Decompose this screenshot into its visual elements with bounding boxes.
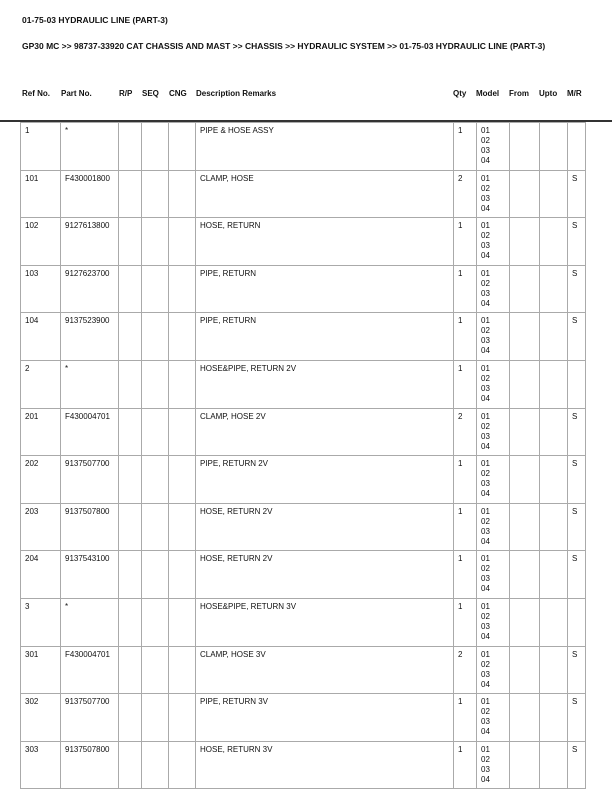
col-desc: Description Remarks <box>196 89 277 98</box>
model-code: 03 <box>481 336 490 346</box>
model-code: 02 <box>481 278 490 288</box>
description: PIPE, RETURN <box>196 313 454 361</box>
mr: S <box>568 170 586 218</box>
seq-cell <box>142 694 169 742</box>
col-rp: R/P <box>119 89 133 98</box>
model-code: 02 <box>481 564 490 574</box>
part-no: F430001800 <box>61 170 119 218</box>
upto-cell <box>540 646 568 694</box>
from-cell <box>510 123 540 171</box>
mr: S <box>568 313 586 361</box>
mr: S <box>568 265 586 313</box>
upto-cell <box>540 408 568 456</box>
description: PIPE, RETURN <box>196 265 454 313</box>
qty: 1 <box>454 456 477 504</box>
cng-cell <box>169 456 196 504</box>
ref-no: 102 <box>21 218 61 266</box>
description: HOSE, RETURN 3V <box>196 741 454 789</box>
description: HOSE&PIPE, RETURN 3V <box>196 598 454 646</box>
cng-cell <box>169 170 196 218</box>
qty: 1 <box>454 360 477 408</box>
model-code: 02 <box>481 707 490 717</box>
model-code: 01 <box>481 126 490 135</box>
model-code: 02 <box>481 611 490 621</box>
model-code: 02 <box>481 373 490 383</box>
model-code: 03 <box>481 146 490 155</box>
table-header <box>0 89 612 99</box>
from-cell <box>510 456 540 504</box>
model-code: 02 <box>481 421 490 431</box>
model-code: 04 <box>481 251 490 261</box>
table-row <box>21 360 586 408</box>
models <box>477 646 510 694</box>
seq-cell <box>142 265 169 313</box>
qty: 1 <box>454 598 477 646</box>
parts-table <box>20 122 586 789</box>
cng-cell <box>169 408 196 456</box>
part-no: 9137507700 <box>61 456 119 504</box>
description: HOSE, RETURN 2V <box>196 503 454 551</box>
part-no: 9137543100 <box>61 551 119 599</box>
rp-cell <box>119 408 142 456</box>
col-from: From <box>509 89 529 98</box>
models <box>477 360 510 408</box>
cng-cell <box>169 360 196 408</box>
ref-no: 101 <box>21 170 61 218</box>
model-code: 04 <box>481 346 490 356</box>
from-cell <box>510 598 540 646</box>
models <box>477 218 510 266</box>
rp-cell <box>119 598 142 646</box>
table-row <box>21 456 586 504</box>
model-code: 04 <box>481 156 490 165</box>
table-row <box>21 503 586 551</box>
description: CLAMP, HOSE 3V <box>196 646 454 694</box>
model-code: 03 <box>481 288 490 298</box>
from-cell <box>510 646 540 694</box>
qty: 1 <box>454 551 477 599</box>
mr: S <box>568 503 586 551</box>
cng-cell <box>169 313 196 361</box>
seq-cell <box>142 503 169 551</box>
table-row <box>21 123 586 171</box>
model-code: 03 <box>481 621 490 631</box>
upto-cell <box>540 360 568 408</box>
model-code: 02 <box>481 326 490 336</box>
model-code: 03 <box>481 669 490 679</box>
qty: 1 <box>454 265 477 313</box>
models <box>477 456 510 504</box>
part-no: F430004701 <box>61 646 119 694</box>
model-code: 01 <box>481 173 490 183</box>
seq-cell <box>142 598 169 646</box>
qty: 2 <box>454 408 477 456</box>
description: HOSE&PIPE, RETURN 2V <box>196 360 454 408</box>
model-code: 01 <box>481 649 490 659</box>
ref-no: 301 <box>21 646 61 694</box>
upto-cell <box>540 170 568 218</box>
col-part: Part No. <box>61 89 92 98</box>
model-code: 03 <box>481 431 490 441</box>
col-cng: CNG <box>169 89 187 98</box>
part-no: F430004701 <box>61 408 119 456</box>
models <box>477 313 510 361</box>
model-code: 04 <box>481 584 490 594</box>
col-mr: M/R <box>567 89 582 98</box>
models <box>477 551 510 599</box>
cng-cell <box>169 646 196 694</box>
model-code: 04 <box>481 536 490 546</box>
qty: 1 <box>454 123 477 171</box>
model-code: 01 <box>481 554 490 564</box>
upto-cell <box>540 598 568 646</box>
from-cell <box>510 170 540 218</box>
upto-cell <box>540 456 568 504</box>
ref-no: 302 <box>21 694 61 742</box>
models <box>477 123 510 171</box>
table-row <box>21 408 586 456</box>
rp-cell <box>119 265 142 313</box>
model-code: 03 <box>481 193 490 203</box>
model-code: 04 <box>481 441 490 451</box>
from-cell <box>510 313 540 361</box>
models <box>477 408 510 456</box>
rp-cell <box>119 503 142 551</box>
model-code: 03 <box>481 764 490 774</box>
qty: 2 <box>454 170 477 218</box>
ref-no: 201 <box>21 408 61 456</box>
model-code: 03 <box>481 526 490 536</box>
qty: 1 <box>454 218 477 266</box>
mr: S <box>568 408 586 456</box>
cng-cell <box>169 218 196 266</box>
model-code: 01 <box>481 316 490 326</box>
upto-cell <box>540 218 568 266</box>
table-row <box>21 313 586 361</box>
model-code: 01 <box>481 601 490 611</box>
model-code: 01 <box>481 363 490 373</box>
upto-cell <box>540 265 568 313</box>
table-row <box>21 218 586 266</box>
rp-cell <box>119 741 142 789</box>
seq-cell <box>142 123 169 171</box>
part-no: * <box>61 360 119 408</box>
mr <box>568 123 586 171</box>
seq-cell <box>142 456 169 504</box>
cng-cell <box>169 694 196 742</box>
from-cell <box>510 551 540 599</box>
rp-cell <box>119 456 142 504</box>
col-model: Model <box>476 89 500 98</box>
rp-cell <box>119 218 142 266</box>
part-no: 9137507800 <box>61 741 119 789</box>
model-code: 01 <box>481 459 490 469</box>
model-code: 03 <box>481 574 490 584</box>
seq-cell <box>142 313 169 361</box>
seq-cell <box>142 408 169 456</box>
description: HOSE, RETURN 2V <box>196 551 454 599</box>
part-no: 9137523900 <box>61 313 119 361</box>
model-code: 03 <box>481 241 490 251</box>
model-code: 04 <box>481 727 490 737</box>
cng-cell <box>169 265 196 313</box>
seq-cell <box>142 218 169 266</box>
breadcrumb: GP30 MC >> 98737-33920 CAT CHASSIS AND MAST >> CHASSIS >> HYDRAULIC SYSTEM >> 01-75-03 HYDRAULIC LINE (PART-3) <box>22 41 546 51</box>
upto-cell <box>540 123 568 171</box>
upto-cell <box>540 551 568 599</box>
models <box>477 598 510 646</box>
from-cell <box>510 360 540 408</box>
cng-cell <box>169 123 196 171</box>
ref-no: 202 <box>21 456 61 504</box>
qty: 1 <box>454 694 477 742</box>
model-code: 04 <box>481 489 490 499</box>
model-code: 03 <box>481 479 490 489</box>
description: PIPE & HOSE ASSY <box>196 123 454 171</box>
model-code: 02 <box>481 231 490 241</box>
rp-cell <box>119 360 142 408</box>
seq-cell <box>142 741 169 789</box>
table-row <box>21 598 586 646</box>
ref-no: 303 <box>21 741 61 789</box>
models <box>477 741 510 789</box>
upto-cell <box>540 694 568 742</box>
col-qty: Qty <box>453 89 467 98</box>
rp-cell <box>119 123 142 171</box>
from-cell <box>510 408 540 456</box>
mr: S <box>568 694 586 742</box>
ref-no: 203 <box>21 503 61 551</box>
model-code: 03 <box>481 383 490 393</box>
qty: 1 <box>454 503 477 551</box>
rp-cell <box>119 313 142 361</box>
part-no: 9127623700 <box>61 265 119 313</box>
upto-cell <box>540 503 568 551</box>
part-no: 9137507800 <box>61 503 119 551</box>
from-cell <box>510 694 540 742</box>
ref-no: 1 <box>21 123 61 171</box>
model-code: 02 <box>481 136 490 145</box>
model-code: 02 <box>481 516 490 526</box>
model-code: 01 <box>481 221 490 231</box>
upto-cell <box>540 313 568 361</box>
part-no: 9127613800 <box>61 218 119 266</box>
cng-cell <box>169 551 196 599</box>
qty: 2 <box>454 646 477 694</box>
part-no: * <box>61 123 119 171</box>
mr <box>568 598 586 646</box>
model-code: 02 <box>481 659 490 669</box>
model-code: 04 <box>481 393 490 403</box>
models <box>477 265 510 313</box>
cng-cell <box>169 503 196 551</box>
upto-cell <box>540 741 568 789</box>
parts-table-container <box>20 122 585 784</box>
models <box>477 170 510 218</box>
seq-cell <box>142 551 169 599</box>
part-no: * <box>61 598 119 646</box>
seq-cell <box>142 360 169 408</box>
cng-cell <box>169 741 196 789</box>
mr: S <box>568 218 586 266</box>
model-code: 01 <box>481 744 490 754</box>
mr <box>568 360 586 408</box>
model-code: 01 <box>481 506 490 516</box>
cng-cell <box>169 598 196 646</box>
col-ref: Ref No. <box>22 89 50 98</box>
model-code: 02 <box>481 754 490 764</box>
model-code: 04 <box>481 298 490 308</box>
models <box>477 694 510 742</box>
model-code: 01 <box>481 268 490 278</box>
qty: 1 <box>454 741 477 789</box>
mr: S <box>568 551 586 599</box>
rp-cell <box>119 170 142 218</box>
ref-no: 104 <box>21 313 61 361</box>
page-title: 01-75-03 HYDRAULIC LINE (PART-3) <box>22 15 168 25</box>
table-row <box>21 646 586 694</box>
model-code: 04 <box>481 679 490 689</box>
from-cell <box>510 218 540 266</box>
description: HOSE, RETURN <box>196 218 454 266</box>
rp-cell <box>119 694 142 742</box>
ref-no: 2 <box>21 360 61 408</box>
mr: S <box>568 646 586 694</box>
from-cell <box>510 503 540 551</box>
table-row <box>21 551 586 599</box>
model-code: 04 <box>481 203 490 213</box>
table-row <box>21 741 586 789</box>
model-code: 02 <box>481 183 490 193</box>
table-row <box>21 694 586 742</box>
part-no: 9137507700 <box>61 694 119 742</box>
model-code: 01 <box>481 697 490 707</box>
description: PIPE, RETURN 3V <box>196 694 454 742</box>
from-cell <box>510 741 540 789</box>
col-upto: Upto <box>539 89 558 98</box>
ref-no: 3 <box>21 598 61 646</box>
model-code: 03 <box>481 717 490 727</box>
mr: S <box>568 741 586 789</box>
from-cell <box>510 265 540 313</box>
models <box>477 503 510 551</box>
ref-no: 103 <box>21 265 61 313</box>
table-row <box>21 265 586 313</box>
table-row <box>21 170 586 218</box>
model-code: 04 <box>481 774 490 784</box>
ref-no: 204 <box>21 551 61 599</box>
seq-cell <box>142 646 169 694</box>
description: PIPE, RETURN 2V <box>196 456 454 504</box>
rp-cell <box>119 646 142 694</box>
col-seq: SEQ <box>142 89 159 98</box>
description: CLAMP, HOSE <box>196 170 454 218</box>
model-code: 04 <box>481 631 490 641</box>
qty: 1 <box>454 313 477 361</box>
rp-cell <box>119 551 142 599</box>
model-code: 02 <box>481 469 490 479</box>
description: CLAMP, HOSE 2V <box>196 408 454 456</box>
seq-cell <box>142 170 169 218</box>
model-code: 01 <box>481 411 490 421</box>
mr: S <box>568 456 586 504</box>
